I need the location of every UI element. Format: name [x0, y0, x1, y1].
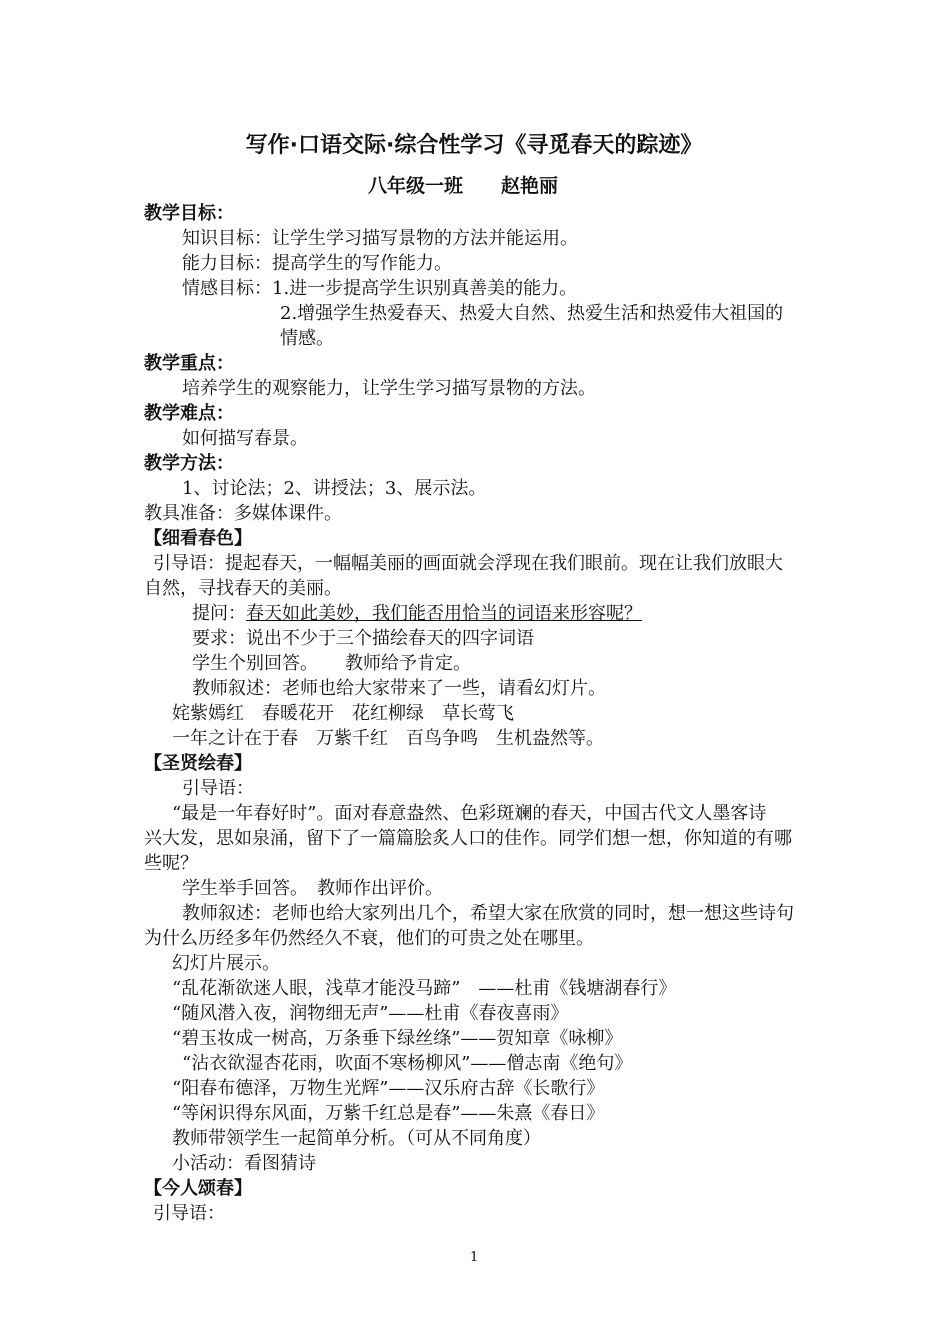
objectives-heading: 教学目标： — [144, 203, 234, 224]
page-number: 1 — [470, 1250, 479, 1265]
section2-narration-a: 教师叙述：老师也给大家列出几个，希望大家在欣赏的同时，想一想这些诗句 — [182, 903, 794, 924]
section1-narration: 教师叙述：老师也给大家带来了一些，请看幻灯片。 — [192, 678, 606, 699]
objective-knowledge: 知识目标：让学生学习描写景物的方法并能运用。 — [182, 228, 578, 249]
objective-ability: 能力目标：提高学生的写作能力。 — [182, 253, 452, 274]
page-title: 写作·口语交际·综合性学习《寻觅春天的踪迹》 — [245, 133, 703, 158]
difficulties-heading: 教学难点： — [144, 403, 234, 424]
methods-text: 1、讨论法；2、讲授法；3、展示法。 — [182, 478, 487, 499]
section-heading-sages-paint-spring: 【圣贤绘春】 — [144, 753, 252, 774]
section2-analysis: 教师带领学生一起简单分析。（可从不同角度） — [172, 1128, 541, 1149]
question-label: 提问： — [192, 603, 246, 624]
poem-line-2: “随风潜入夜，润物细无声”——杜甫《春夜喜雨》 — [172, 1003, 569, 1024]
poem-line-4: “沾衣欲湿杏花雨，吹面不寒杨柳风”——僧志南《绝句》 — [182, 1053, 633, 1074]
section1-intro-a: 引导语：提起春天，一幅幅美丽的画面就会浮现在我们眼前。现在让我们放眼大 — [153, 553, 783, 574]
section2-slides: 幻灯片展示。 — [172, 953, 280, 974]
tools-text: 教具准备：多媒体课件。 — [144, 503, 342, 524]
section2-para-c: 些呢？ — [144, 853, 198, 874]
section-heading-moderns-praise-spring: 【今人颂春】 — [144, 1178, 252, 1199]
section1-answer: 学生个别回答。 教师给予肯定。 — [192, 653, 471, 674]
question-text: 春天如此美妙，我们能否用恰当的词语来形容呢？ — [246, 603, 642, 624]
section2-answer: 学生举手回答。 教师作出评价。 — [182, 878, 443, 899]
spring-words-1: 姹紫嫣红 春暖花开 花红柳绿 草长莺飞 — [172, 703, 514, 724]
section1-intro-b: 自然，寻找春天的美丽。 — [144, 578, 342, 599]
section1-question — [192, 602, 642, 626]
section-heading-spring-colors: 【细看春色】 — [144, 528, 252, 549]
section2-intro-label: 引导语： — [182, 778, 254, 799]
section2-activity: 小活动：看图猜诗 — [172, 1153, 316, 1174]
objective-emotion-2b: 情感。 — [280, 328, 334, 349]
poem-line-6: “等闲识得东风面，万紫千红总是春”——朱熹《春日》 — [172, 1103, 605, 1124]
poem-line-5: “阳春布德泽，万物生光辉”——汉乐府古辞《长歌行》 — [172, 1078, 605, 1099]
poem-line-1: “乱花渐欲迷人眼，浅草才能没马蹄” ——杜甫《钱塘湖春行》 — [172, 978, 677, 999]
section2-narration-b: 为什么历经多年仍然经久不衰，他们的可贵之处在哪里。 — [144, 928, 594, 949]
poem-line-3: “碧玉妆成一树高，万条垂下绿丝绦”——贺知章《咏柳》 — [172, 1028, 623, 1049]
section2-para-a: “最是一年春好时”。面对春意盎然、色彩斑斓的春天，中国古代文人墨客诗 — [172, 803, 767, 824]
page-subtitle: 八年级一班 赵艳丽 — [368, 175, 559, 197]
methods-heading: 教学方法： — [144, 453, 234, 474]
section2-para-b: 兴大发，思如泉涌，留下了一篇篇脍炙人口的佳作。同学们想一想，你知道的有哪 — [144, 828, 792, 849]
objective-emotion-1: 情感目标：1.进一步提高学生识别真善美的能力。 — [182, 278, 578, 299]
key-points-heading: 教学重点： — [144, 353, 234, 374]
section1-requirement: 要求：说出不少于三个描绘春天的四字词语 — [192, 628, 534, 649]
key-points-text: 培养学生的观察能力，让学生学习描写景物的方法。 — [182, 378, 596, 399]
objective-emotion-2a: 2.增强学生热爱春天、热爱大自然、热爱生活和热爱伟大祖国的 — [280, 303, 784, 324]
spring-words-2: 一年之计在于春 万紫千红 百鸟争鸣 生机盎然等。 — [172, 728, 604, 749]
difficulties-text: 如何描写春景。 — [182, 428, 308, 449]
section3-intro: 引导语： — [153, 1203, 225, 1224]
